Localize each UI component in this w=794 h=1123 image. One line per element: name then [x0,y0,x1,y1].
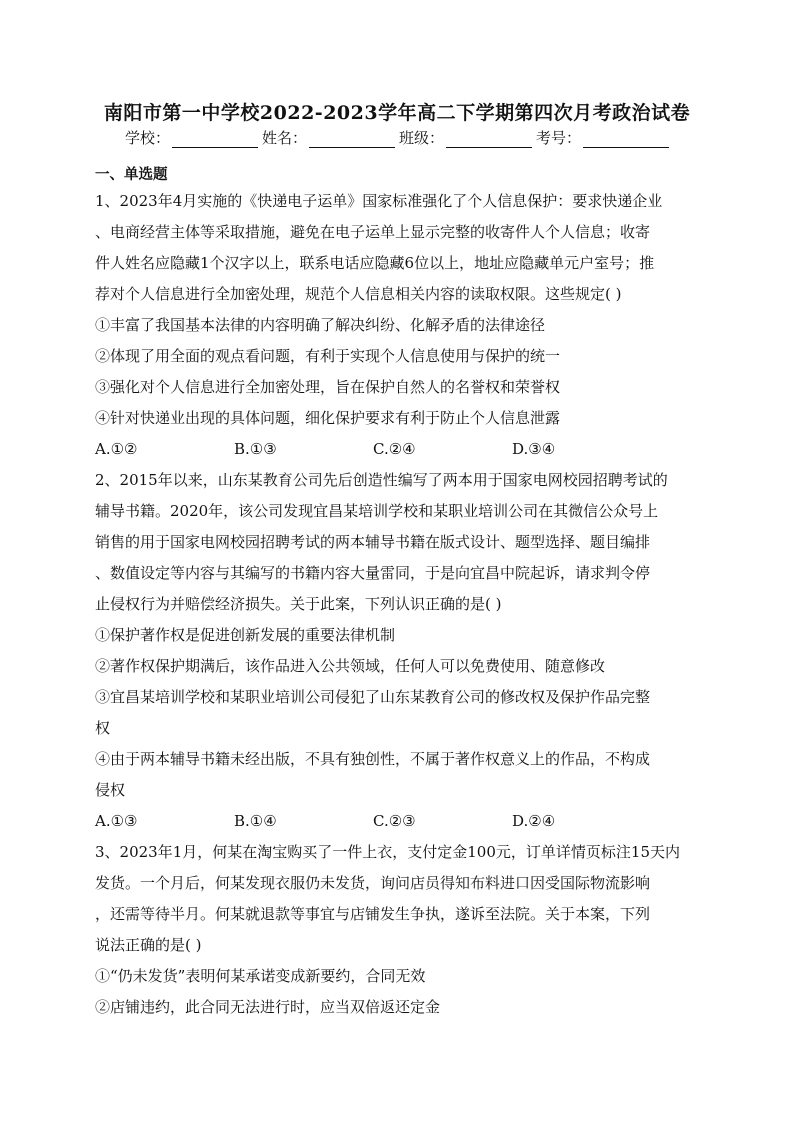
name-field [262,127,395,148]
option-b: B.①③ [234,440,277,458]
option-a: A.①② [95,440,138,458]
option-d: D.②④ [512,812,556,830]
statement-item: ②体现了用全面的观点看问题，有利于实现个人信息使用与保护的统一 [95,347,561,365]
answer-options [95,434,705,465]
question-line: 、数值设定等内容与其编写的书籍内容大量雷同，于是向宜昌中院起诉，请求判令停 [95,564,651,582]
question-3 [95,837,705,1023]
questions-body [95,164,705,1023]
question-line: 止侵权行为并赔偿经济损失。关于此案，下列认识正确的是( ) [95,595,502,613]
class-blank [446,131,532,148]
name-blank [309,131,395,148]
school-blank [172,131,258,148]
class-label: 班级： [399,129,445,147]
question-line: 1、2023年4月实施的《快递电子运单》国家标准强化了个人信息保护：要求快递企业 [95,192,663,210]
question-line: 说法正确的是( ) [95,936,202,954]
statement-item: ④针对快递业出现的具体问题，细化保护要求有利于防止个人信息泄露 [95,409,561,427]
number-label: 考号： [536,129,582,147]
answer-options [95,806,705,837]
option-d: D.③④ [512,440,556,458]
question-1 [95,186,705,465]
exam-title: 南阳市第一中学校2022-2023学年高二下学期第四次月考政治试卷 [103,102,691,124]
name-label: 姓名： [261,129,307,147]
statement-item: ④由于两本辅导书籍未经出版，不具有独创性，不属于著作权意义上的作品，不构成 [95,750,651,768]
option-c: C.②③ [373,812,416,830]
statement-item: ①保护著作权是促进创新发展的重要法律机制 [95,626,396,644]
option-a: A.①③ [95,812,138,830]
school-field [125,127,258,148]
question-line: 、电商经营主体等采取措施，避免在电子运单上显示完整的收寄件人个人信息；收寄 [95,223,651,241]
question-line: 3、2023年1月，何某在淘宝购买了一件上衣，支付定金100元，订单详情页标注15天内 [95,843,680,861]
question-line: 2、2015年以来，山东某教育公司先后创造性编写了两本用于国家电网校园招聘考试的 [95,471,668,489]
statement-item: ②著作权保护期满后，该作品进入公共领域，任何人可以免费使用、随意修改 [95,657,606,675]
question-line: 销售的用于国家电网校园招聘考试的两本辅导书籍在版式设计、题型选择、题目编排 [95,533,651,551]
statement-item: 侵权 [95,781,126,799]
question-line: 发货。一个月后，何某发现衣服仍未发货，询问店员得知布料进口因受国际物流影响 [95,874,651,892]
school-label: 学校： [124,129,170,147]
statement-item: ③强化对个人信息进行全加密处理，旨在保护自然人的名誉权和荣誉权 [95,378,561,396]
statement-item: ②店铺违约，此合同无法进行时，应当双倍返还定金 [95,998,441,1016]
option-b: B.①④ [234,812,277,830]
section-heading: 一、单选题 [95,166,168,183]
class-field [399,127,532,148]
number-field [536,127,669,148]
question-line: 辅导书籍。2020年，该公司发现宜昌某培训学校和某职业培训公司在其微信公众号上 [95,502,659,520]
question-2 [95,465,705,837]
question-line: 荐对个人信息进行全加密处理，规范个人信息相关内容的读取权限。这些规定( ) [95,285,622,303]
option-c: C.②④ [373,440,416,458]
statement-item: 权 [95,719,111,737]
number-blank [583,131,669,148]
statement-item: ①“仍未发货”表明何某承诺变成新要约，合同无效 [95,967,426,985]
statement-item: ③宜昌某培训学校和某职业培训公司侵犯了山东某教育公司的修改权及保护作品完整 [95,688,651,706]
statement-item: ①丰富了我国基本法律的内容明确了解决纠纷、化解矛盾的法律途径 [95,316,546,334]
question-line: ，还需等待半月。何某就退款等事宜与店铺发生争执，遂诉至法院。关于本案，下列 [95,905,651,923]
question-line: 件人姓名应隐藏1个汉字以上，联系电话应隐藏6位以上，地址应隐藏单元户室号；推 [95,254,655,272]
student-info-row [0,127,794,148]
